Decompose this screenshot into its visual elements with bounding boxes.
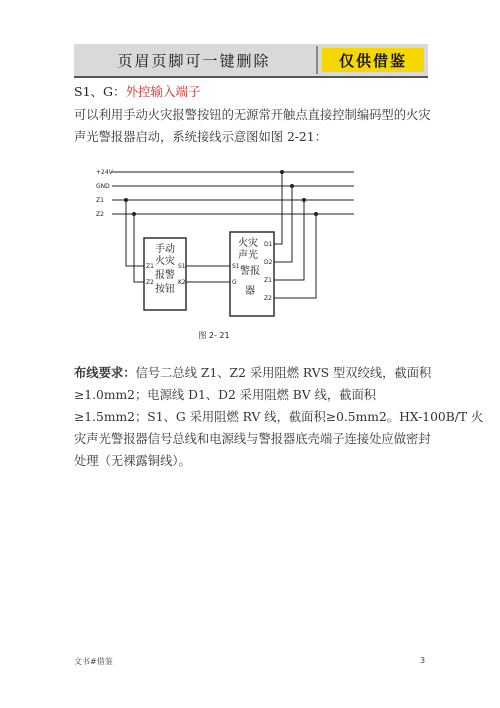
box2-title-line: 声光 (238, 250, 258, 261)
box1-pin-s1: S1 (178, 263, 186, 270)
bus-label-z1: Z1 (96, 197, 104, 204)
box2-pin-d2: D2 (264, 259, 273, 266)
wire-box2-d2 (274, 186, 292, 262)
section-heading (74, 82, 201, 100)
header-banner (74, 44, 428, 78)
wire-box2-z2 (274, 214, 316, 298)
heading-prefix: S1、G： (74, 84, 126, 99)
wiring-diagram (92, 162, 362, 344)
intro-paragraph (74, 104, 430, 148)
header-divider (316, 46, 318, 74)
wiring-requirements (74, 362, 484, 472)
page-number: 3 (420, 656, 426, 665)
requirements-label: 布线要求： (74, 365, 136, 380)
box2-pin-d1: D1 (264, 241, 273, 248)
wire-box2-d1 (274, 172, 282, 244)
box2-pin-s1: S1 (232, 263, 240, 270)
requirements-text: 信号二总线 Z1、Z2 采用阻燃 RVS 型双绞线，截面积 (135, 366, 432, 380)
bus-label-z2: Z2 (96, 211, 104, 218)
heading-highlight: 外控输入端子 (125, 84, 201, 99)
box2-title-line: 火灾 (238, 238, 258, 249)
box1-pin-z2: Z2 (146, 279, 154, 286)
box2-pin-z2: Z2 (264, 295, 272, 302)
box1-title-line: 火灾 (155, 256, 175, 267)
box2-title-line: 警报 (240, 266, 260, 277)
box2-title-line: 器 (245, 286, 255, 297)
box1-title-line: 报警 (155, 270, 175, 281)
wire-box2-z1 (274, 200, 304, 280)
requirements-line: ≥1.0mm2；电源线 D1、D2 采用阻燃 BV 线，截面积 (74, 388, 377, 402)
intro-line: 声光警报器启动，系统接线示意图如图 2-21： (74, 130, 327, 144)
requirements-line: ≥1.5mm2；S1、G 采用阻燃 RV 线，截面积≥0.5mm2。HX-100B/T 火 (74, 410, 484, 424)
wire-box1-z1 (126, 200, 144, 266)
requirements-line (74, 362, 430, 384)
box2-pin-z1: Z1 (264, 277, 272, 284)
figure-caption: 图 2- 21 (198, 331, 230, 340)
box1-pin-k2: K2 (178, 279, 186, 286)
box1-title-line: 按钮 (155, 284, 175, 295)
box1-pin-z1: Z1 (146, 263, 154, 270)
footer-label: 文书#借鉴 (74, 657, 113, 666)
box1-title-line: 手动 (155, 244, 175, 255)
requirements-line: 处理（无裸露铜线）。 (74, 454, 191, 468)
requirements-line: 灾声光警报器信号总线和电源线与警报器底壳端子连接处应做密封 (74, 432, 431, 446)
wire-box1-z2 (134, 214, 144, 282)
header-right-label: 仅供借鉴 (322, 48, 424, 72)
bus-label-24v: +24V (96, 169, 113, 176)
bus-label-gnd: GND (96, 183, 110, 190)
box2-pin-g: G (232, 279, 237, 286)
intro-line: 可以利用手动火灾报警按钮的无源常开触点直接控制编码型的火灾 (74, 108, 431, 122)
header-left-text: 页眉页脚可一键删除 (117, 51, 271, 70)
